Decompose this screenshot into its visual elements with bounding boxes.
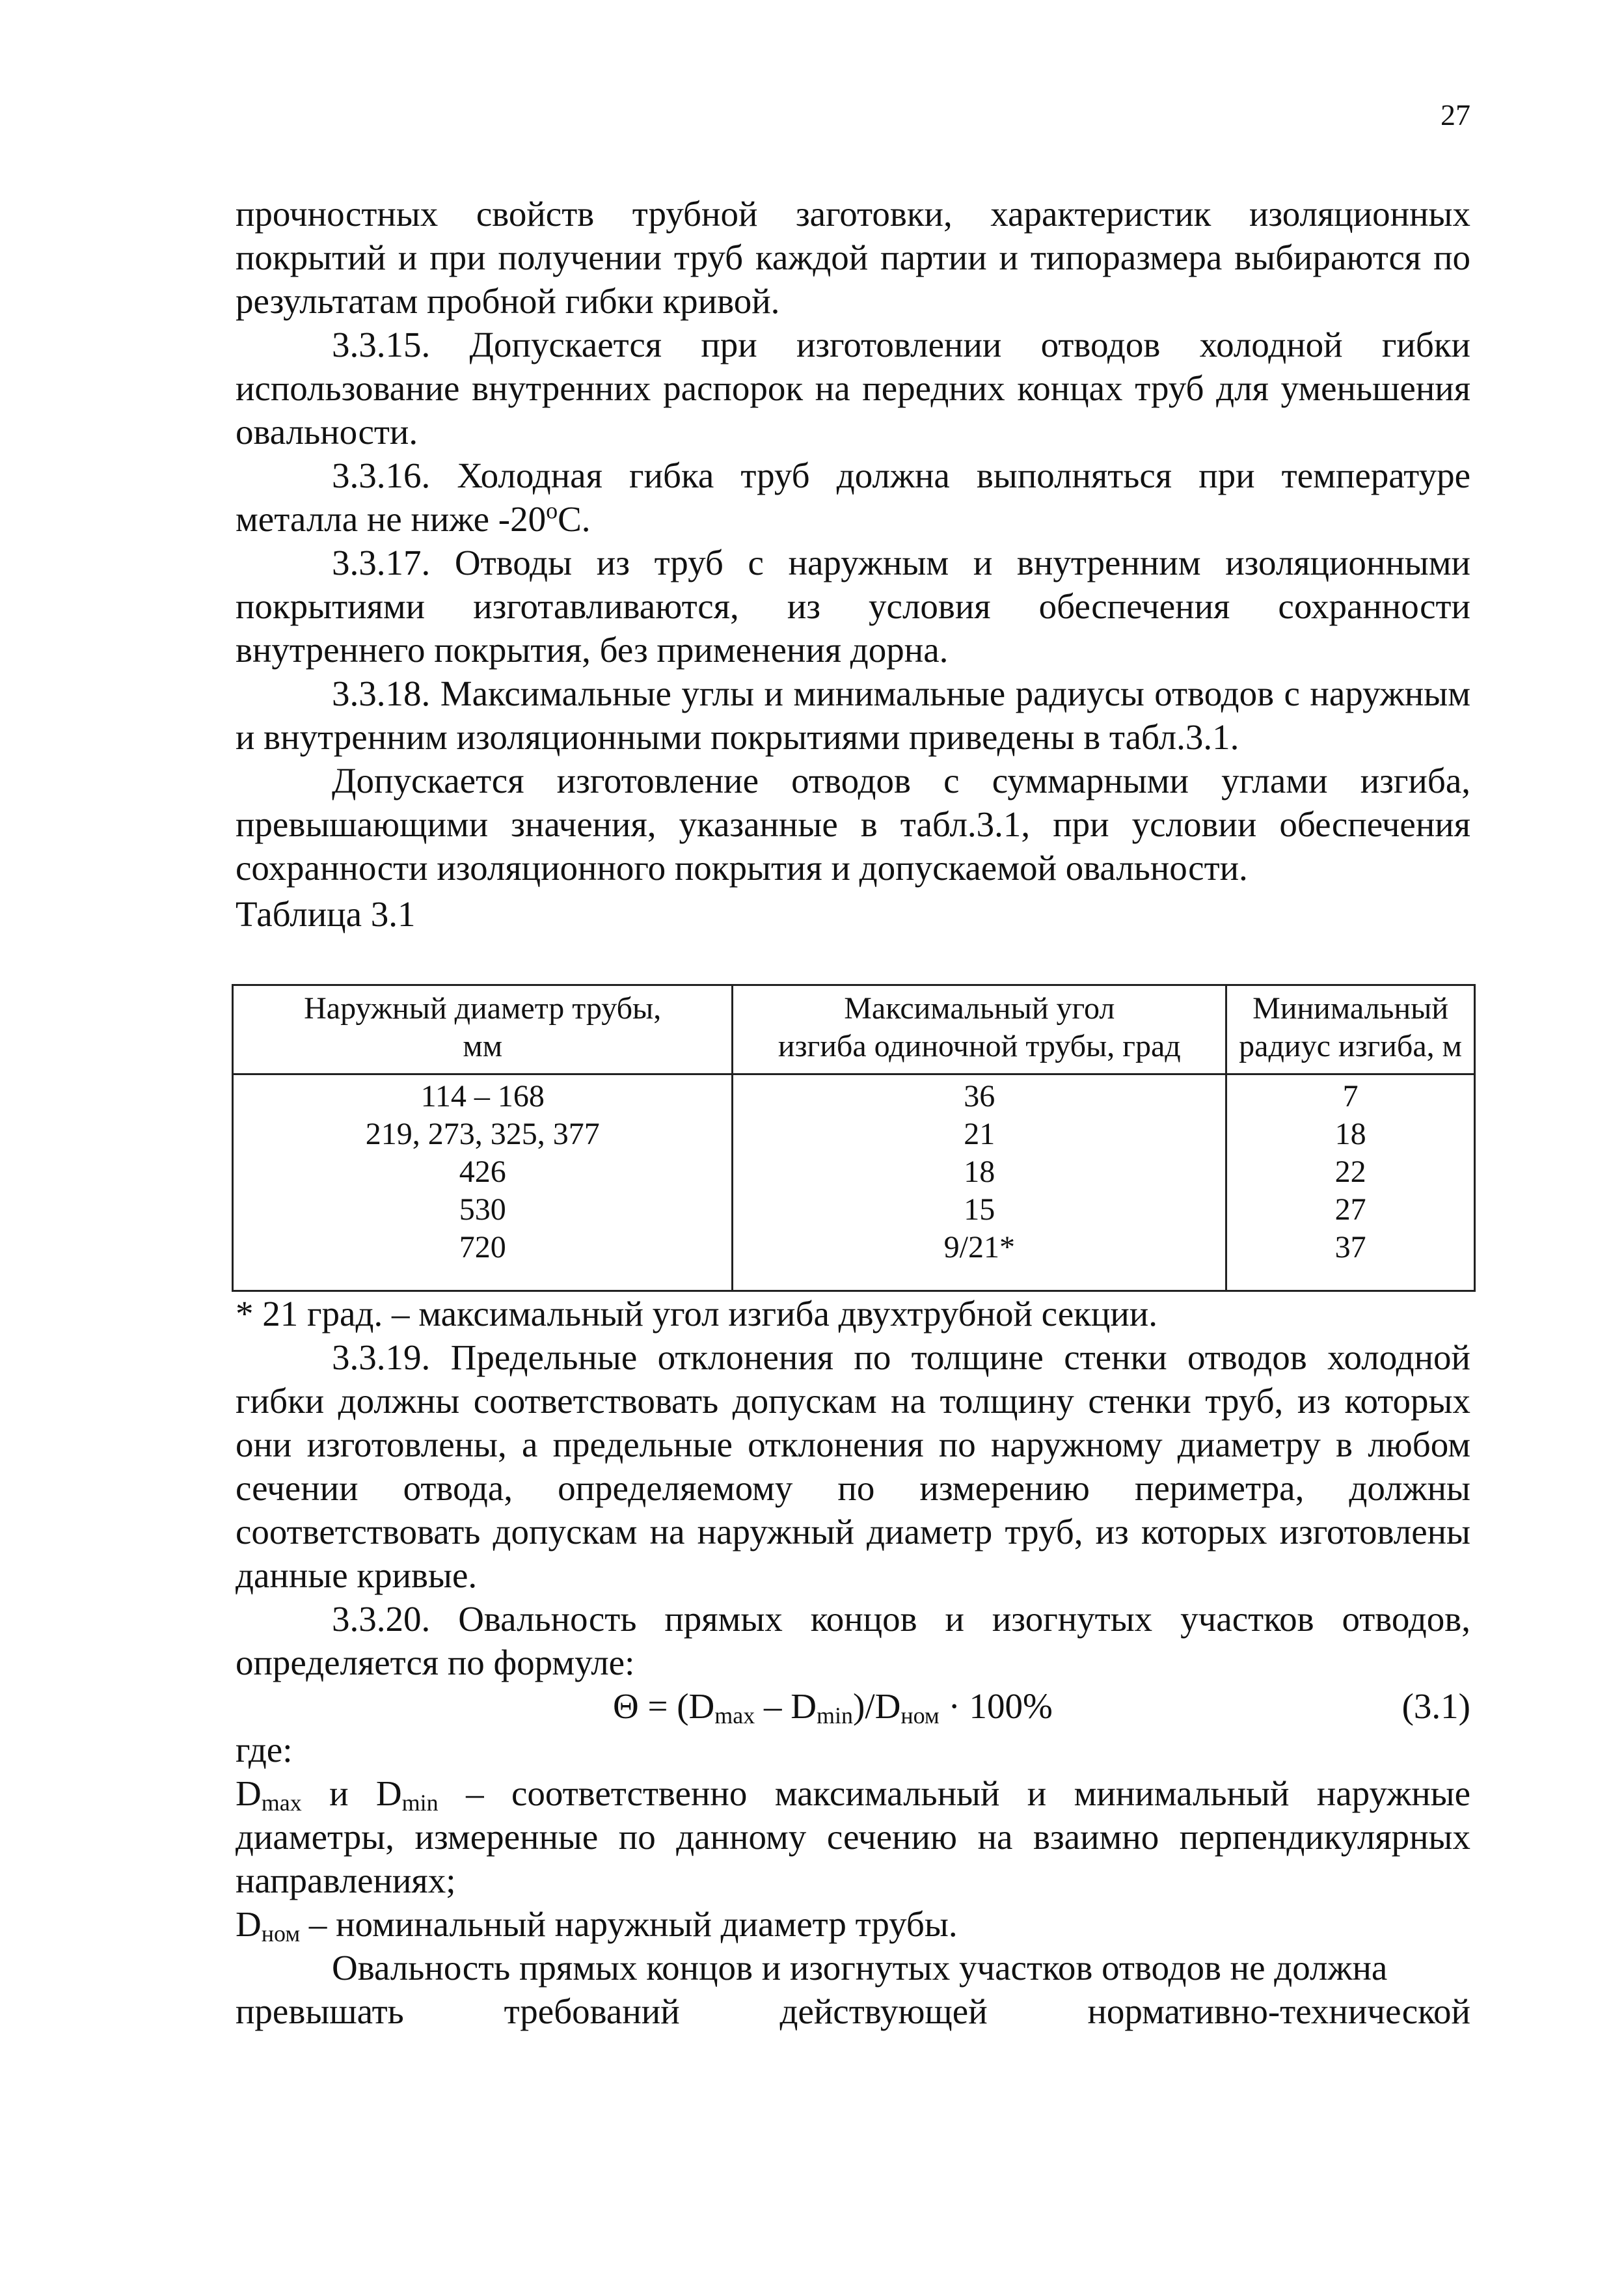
table-row bbox=[233, 1191, 1475, 1229]
document-body bbox=[236, 192, 1470, 2033]
cell-radius: 18 bbox=[1226, 1115, 1475, 1153]
cell-diameter: 426 bbox=[233, 1153, 733, 1191]
paragraph-3-3-16 bbox=[236, 454, 1470, 541]
table-footnote: * 21 град. – максимальный угол изгиба двухтрубной секции. bbox=[236, 1294, 1157, 1333]
paragraph-ovality-line-1: Овальность прямых концов и изогнутых участков отводов не должна bbox=[332, 1948, 1388, 1988]
cell-radius: 7 bbox=[1226, 1074, 1475, 1116]
table-row bbox=[233, 1229, 1475, 1291]
header-radius: Минимальный радиус изгиба, м bbox=[1226, 985, 1475, 1074]
definition-dmax-dmin: $D_{max}$ и $D_{min}$ – соответственно максимальный и минимальный наружные диаметры, измеренные по данному сечению на взаимно перпендикулярных направлениях; bbox=[236, 1773, 1470, 1900]
cell-angle: 18 bbox=[733, 1153, 1226, 1191]
table-row bbox=[233, 1153, 1475, 1191]
formula-number: (3.1) bbox=[1401, 1686, 1470, 1726]
cell-angle: 36 bbox=[733, 1074, 1226, 1116]
paragraph-3-3-18: 3.3.18. Максимальные углы и минимальные радиусы отводов с наружным и внутренним изоляционными покрытиями приведены в табл.3.1. bbox=[236, 674, 1470, 757]
formula-expression: $\Theta = (D_{max} - D_{min})/D_{ном} \cdot 100\%$ bbox=[613, 1686, 1053, 1729]
paragraph-3-3-17: 3.3.17. Отводы из труб с наружным и внутренним изоляционными покрытиями изготавливаются, из условия обеспечения сохранности внутреннего покрытия, без применения дорна. bbox=[236, 543, 1470, 670]
where-label: где: bbox=[236, 1730, 293, 1770]
paragraph-continuation: прочностных свойств трубной заготовки, характеристик изоляционных покрытий и при получении труб каждой партии и типоразмера выбираются по результатам пробной гибки кривой. bbox=[236, 194, 1470, 321]
table-header-row bbox=[233, 985, 1475, 1074]
paragraph-3-3-16-unit: С. bbox=[558, 499, 591, 539]
ovality-formula bbox=[236, 1684, 1470, 1728]
paragraph-3-3-19: 3.3.19. Предельные отклонения по толщине стенки отводов холодной гибки должны соответствовать допускам на толщину стенки труб, из которых они изготовлены, а предельные отклонения по наружному диаметру в любом сечении отвода, определяемому по измерению периметра, должны соответствовать допускам на наружный диаметр труб, из которых изготовлены данные кривые. bbox=[236, 1337, 1470, 1595]
header-diameter: Наружный диаметр трубы, мм bbox=[233, 985, 733, 1074]
cell-radius: 27 bbox=[1226, 1191, 1475, 1229]
cell-angle: 9/21* bbox=[733, 1229, 1226, 1291]
cell-radius: 37 bbox=[1226, 1229, 1475, 1291]
cell-angle: 15 bbox=[733, 1191, 1226, 1229]
page-number: 27 bbox=[1441, 98, 1470, 131]
header-angle: Максимальный угол изгиба одиночной трубы, град bbox=[733, 985, 1226, 1074]
paragraph-3-3-20: 3.3.20. Овальность прямых концов и изогнутых участков отводов, определяется по формуле: bbox=[236, 1599, 1470, 1682]
paragraph-3-3-15: 3.3.15. Допускается при изготовлении отводов холодной гибки использование внутренних распорок на передних концах труб для уменьшения овальности. bbox=[236, 325, 1470, 452]
table-row bbox=[233, 1115, 1475, 1153]
table-row bbox=[233, 1074, 1475, 1116]
paragraph-allowance: Допускается изготовление отводов с суммарными углами изгиба, превышающими значения, указанные в табл.3.1, при условии обеспечения сохранности изоляционного покрытия и допускаемой овальности. bbox=[236, 761, 1470, 888]
cell-diameter: 219, 273, 325, 377 bbox=[233, 1115, 733, 1153]
cell-diameter: 530 bbox=[233, 1191, 733, 1229]
paragraph-3-3-16-text: 3.3.16. Холодная гибка труб должна выполняться при температуре металла не ниже -20 bbox=[236, 456, 1470, 539]
cell-diameter: 720 bbox=[233, 1229, 733, 1291]
definition-dnom: $D_{ном}$ – номинальный наружный диаметр трубы. bbox=[236, 1904, 958, 1947]
cell-diameter: 114 – 168 bbox=[233, 1074, 733, 1116]
cell-radius: 22 bbox=[1226, 1153, 1475, 1191]
degree-sign: o bbox=[546, 497, 558, 524]
bend-table bbox=[232, 984, 1476, 1292]
paragraph-ovality-line-2: превышать требований действующей нормативно-технической bbox=[236, 1991, 1470, 2031]
cell-angle: 21 bbox=[733, 1115, 1226, 1153]
table-caption: Таблица 3.1 bbox=[236, 894, 416, 934]
